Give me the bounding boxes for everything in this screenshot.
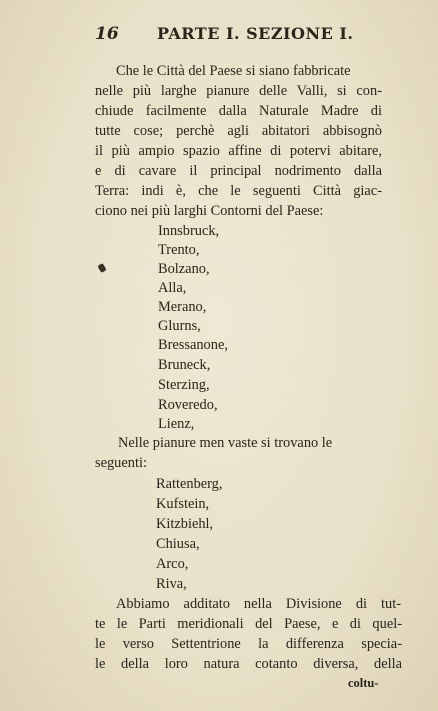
text-line: Che le Città del Paese si siano fabbricate <box>116 63 351 79</box>
list-item: Kitzbiehl, <box>156 516 214 532</box>
text-line: e di cavare il principal nodrimento dalla <box>95 163 382 179</box>
list-item: Chiusa, <box>156 536 200 552</box>
page-header <box>0 24 438 48</box>
text-line: te le Parti meridionali del Paese, e di quel- <box>95 616 402 632</box>
list-item: Bressanone, <box>158 337 228 353</box>
ink-blot <box>97 263 106 273</box>
text-line: Nelle pianure men vaste si trovano le <box>118 435 333 451</box>
list-item: Glurns, <box>158 318 201 334</box>
page-number: 16 <box>95 24 119 44</box>
running-head: PARTE I. SEZIONE I. <box>157 24 354 43</box>
catchword: coltu- <box>348 676 379 690</box>
text-line: Abbiamo additato nella Divisione di tut- <box>116 596 401 612</box>
list-item: Innsbruck, <box>158 223 220 239</box>
list-item: Kufstein, <box>156 496 210 512</box>
list-item: Sterzing, <box>158 377 210 393</box>
text-line: Terra: indi è, che le seguenti Città giac- <box>95 183 382 199</box>
text-line: tutte cose; perchè agli abitatori abbisognò <box>95 123 382 139</box>
list-item: Rattenberg, <box>156 476 223 492</box>
list-item: Merano, <box>158 299 207 315</box>
text-line: ciono nei più larghi Contorni del Paese: <box>95 203 324 219</box>
text-line: nelle più larghe pianure delle Valli, si con- <box>95 83 382 99</box>
text-line: seguenti: <box>95 455 147 471</box>
list-item: Lienz, <box>158 416 195 432</box>
list-item: Roveredo, <box>158 397 218 413</box>
list-item: Alla, <box>158 280 187 296</box>
text-line: chiude facilmente dalla Naturale Madre di <box>95 103 382 119</box>
list-item: Riva, <box>156 576 187 592</box>
text-line: le della loro natura cotanto diversa, della <box>95 656 402 672</box>
list-item: Bruneck, <box>158 357 211 373</box>
list-item: Arco, <box>156 556 189 572</box>
list-item: Bolzano, <box>158 261 210 277</box>
text-line: le verso Settentrione la differenza specia- <box>95 636 402 652</box>
list-item: Trento, <box>158 242 200 258</box>
text-line: il più ampio spazio affine di potervi abitare, <box>95 143 382 159</box>
